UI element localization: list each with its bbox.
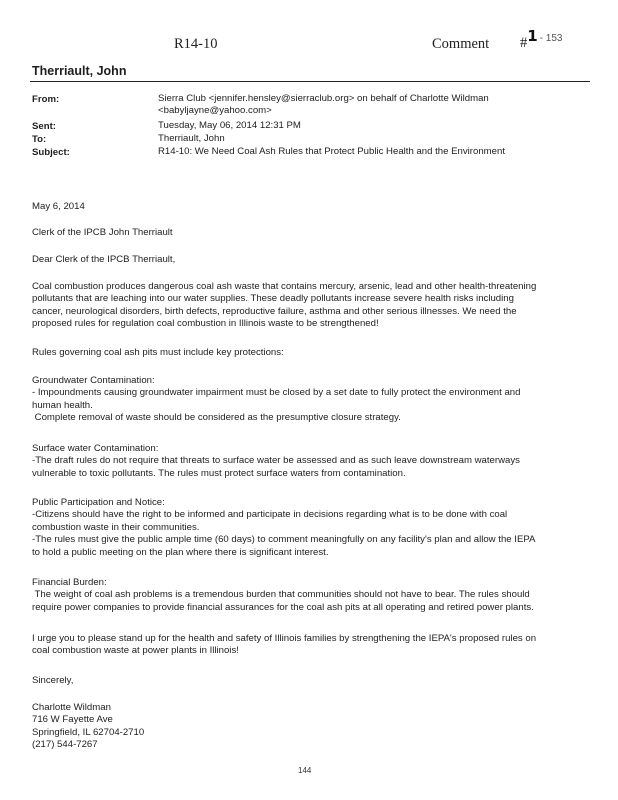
section-heading: Public Participation and Notice: (32, 497, 165, 508)
signature-street: 716 W Fayette Ave (32, 714, 113, 726)
section-line: -The rules must give the public ample time (60 days) to comment meaningfully on any facility's plan and allow the IEPA (32, 534, 536, 546)
from-label: From: (32, 94, 60, 105)
intro-line: cancer, neurological disorders, birth defects, reproductive failure, asthma and other serious illnesses. We need the (32, 305, 517, 317)
comment-handwritten-number: 1 (527, 27, 538, 45)
section-line: -The draft rules do not require that threats to surface water be assessed and as such leave downstream waterways (32, 455, 520, 467)
section-line: human health. (32, 399, 93, 411)
page-number: 144 (298, 766, 312, 775)
letter-salutation: Dear Clerk of the IPCB Therriault, (32, 254, 176, 265)
signature-name: Charlotte Wildman (32, 702, 111, 713)
closing-line: I urge you to please stand up for the health and safety of Illinois families by strengthening the IEPA's proposed rules on (32, 633, 537, 644)
section-heading: Financial Burden: (32, 577, 107, 588)
letter-addressee: Clerk of the IPCB John Therriault (32, 227, 173, 238)
section-line: vulnerable to toxic pollutants. The rules must protect surface waters from contamination. (32, 467, 406, 479)
closing-paragraph (32, 633, 590, 658)
intro-line: pollutants that are leaching into our water supplies. These deadly pollutants increase severe health risks including (32, 293, 514, 305)
section-financial-burden (32, 577, 590, 614)
section-heading: Surface water Contamination: (32, 443, 159, 454)
section-line: to hold a public meeting on the plan where there is significant interest. (32, 546, 329, 558)
subject-label: Subject: (32, 147, 70, 158)
section-line: combustion waste in their communities. (32, 521, 200, 533)
section-line: The weight of coal ash problems is a tremendous burden that communities should not have to bear. The rules should (32, 589, 530, 601)
sent-value: Tuesday, May 06, 2014 12:31 PM (158, 120, 301, 131)
from-value-line: <babyljayne@yahoo.com> (158, 105, 272, 117)
header-divider (30, 81, 590, 82)
comment-label: Comment (432, 36, 490, 52)
signature-block (32, 702, 590, 752)
signature-phone: (217) 544-7267 (32, 739, 98, 751)
section-line: - Impoundments causing groundwater impairment must be closed by a set date to fully protect the environment and (32, 387, 521, 399)
recipient-name: Therriault, John (32, 64, 127, 78)
intro-line: proposed rules for regulation coal combustion in Illinois waste to be strengthened! (32, 318, 379, 330)
section-line: -Citizens should have the right to be informed and participate in decisions regarding what is to be done with coal (32, 509, 508, 521)
from-value (158, 93, 489, 117)
docket-number: R14-10 (174, 36, 218, 52)
section-surface-water (32, 443, 590, 480)
section-public-participation (32, 497, 590, 559)
intro-paragraph (32, 281, 590, 331)
section-groundwater (32, 375, 590, 425)
sent-label: Sent: (32, 121, 56, 132)
rules-intro: Rules governing coal ash pits must include key protections: (32, 347, 284, 358)
closing-line: coal combustion waste at power plants in Illinois! (32, 645, 239, 657)
comment-suffix: - 153 (539, 33, 563, 44)
to-value: Therriault, John (158, 133, 225, 144)
signature-city: Springfield, IL 62704-2710 (32, 726, 145, 738)
section-heading: Groundwater Contamination: (32, 375, 155, 386)
section-line: require power companies to provide financial assurances for the coal ash pits at all operating and retired power plants. (32, 601, 534, 613)
signoff: Sincerely, (32, 675, 74, 686)
subject-value: R14-10: We Need Coal Ash Rules that Protect Public Health and the Environment (158, 146, 505, 157)
letter-date: May 6, 2014 (32, 201, 85, 212)
to-label: To: (32, 134, 47, 145)
intro-line: Coal combustion produces dangerous coal ash waste that contains mercury, arsenic, lead and other health-threatening (32, 281, 537, 292)
comment-hash: # (520, 35, 528, 51)
from-value-line: Sierra Club <jennifer.hensley@sierraclub.org> on behalf of Charlotte Wildman (158, 93, 489, 104)
comment-number (520, 27, 563, 52)
section-line: Complete removal of waste should be considered as the presumptive closure strategy. (32, 412, 401, 424)
